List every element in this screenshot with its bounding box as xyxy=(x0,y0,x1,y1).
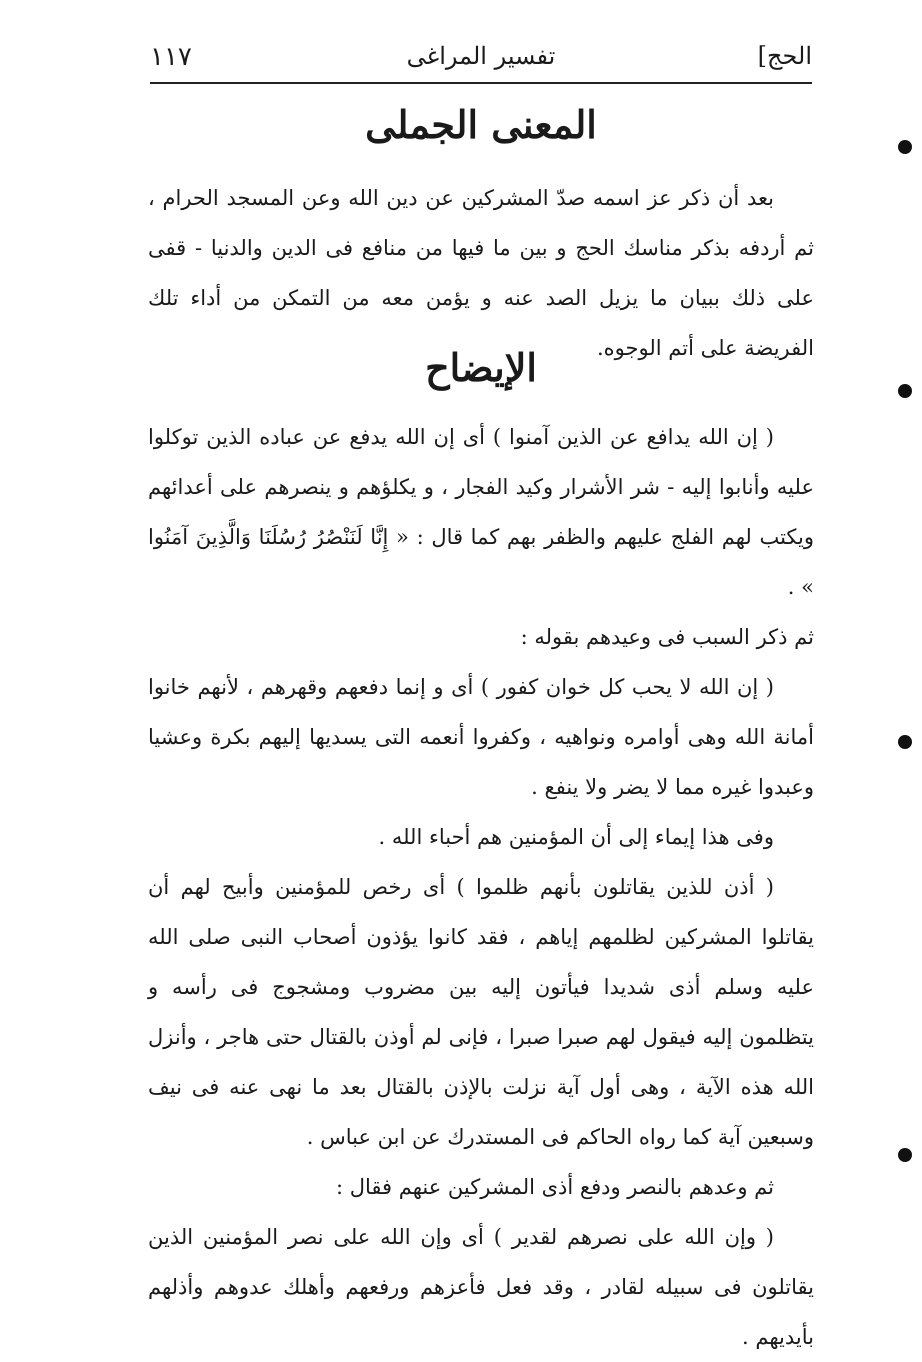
general-meaning-paragraph: بعد أن ذكر عز اسمه صدّ المشركين عن دين الله وعن المسجد الحرام ، ثم أردفه بذكر مناسك الحج و بين ما فيها من منافع فى الدين والدنيا - قفى على ذلك ببيان ما يزيل الصد عنه و يؤمن معه من التمكن من أداء تلك الفريضة على أتم الوجوه. xyxy=(148,186,814,360)
explanation-paragraph-6: ثم وعدهم بالنصر ودفع أذى المشركين عنهم فقال : xyxy=(335,1175,774,1199)
binding-hole-mark xyxy=(898,1148,912,1162)
surah-name-text: الحج xyxy=(767,42,812,70)
binding-hole-mark xyxy=(898,140,912,154)
running-title: تفسير المراغى xyxy=(406,42,556,70)
explanation-paragraph-5: ( أذن للذين يقاتلون بأنهم ظلموا ) أى رخص للمؤمنين وأبيح لهم أن يقاتلوا المشركين لظلمهم إياهم ، فقد كانوا يؤذون أصحاب النبى صلى الله عليه وسلم أذى شديدا فيأتون إليه بين مضروب ومشجوج فى رأسه و يتظلمون إليه فيقول لهم صبرا صبرا ، فإنى لم أوذن بالقتال حتى هاجر ، وأنزل الله هذه الآية ، وهى أول آية نزلت بالإذن بالقتال بعد ما نهى عنه فى نيف وسبعين آية كما رواه الحاكم فى المستدرك عن ابن عباس . xyxy=(148,875,814,1149)
general-meaning-title: المعنى الجملى xyxy=(365,102,597,147)
explanation-title: الإيضاح xyxy=(425,345,537,390)
header-rule xyxy=(150,82,812,84)
surah-name xyxy=(752,42,812,70)
explanation-paragraph-1: ( إن الله يدافع عن الذين آمنوا ) أى إن الله يدفع عن عباده الذين توكلوا عليه وأنابوا إليه - شر الأشرار وكيد الفجار ، و يكلؤهم و ينصرهم على أعدائهم ويكتب لهم الفلج عليهم والظفر بهم كما قال : « إِنَّا لَنَنْصُرُ رُسُلَنَا وَالَّذِينَ آمَنُوا » . xyxy=(148,425,814,599)
binding-hole-mark xyxy=(898,735,912,749)
header-bracket: ] xyxy=(757,42,768,70)
explanation-paragraph-2: ثم ذكر السبب فى وعيدهم بقوله : xyxy=(520,625,814,649)
page-header xyxy=(150,38,812,82)
explanation-paragraph-7: ( وإن الله على نصرهم لقدير ) أى وإن الله على نصر المؤمنين الذين يقاتلون فى سبيله لقادر ، وقد فعل فأعزهم ورفعهم وأهلك عدوهم وأذلهم بأيديهم . xyxy=(148,1225,814,1349)
page-number: ١١٧ xyxy=(150,42,192,72)
general-meaning-block xyxy=(148,173,814,373)
explanation-block xyxy=(148,412,814,1362)
explanation-paragraph-3: ( إن الله لا يحب كل خوان كفور ) أى و إنما دفعهم وقهرهم ، لأنهم خانوا أمانة الله وهى أوامره ونواهيه ، وكفروا أنعمه التى يسديها إليهم بكرة وعشيا وعبدوا غيره مما لا يضر ولا ينفع . xyxy=(148,675,814,799)
binding-hole-mark xyxy=(898,384,912,398)
explanation-paragraph-4: وفى هذا إيماء إلى أن المؤمنين هم أحباء الله . xyxy=(378,825,774,849)
